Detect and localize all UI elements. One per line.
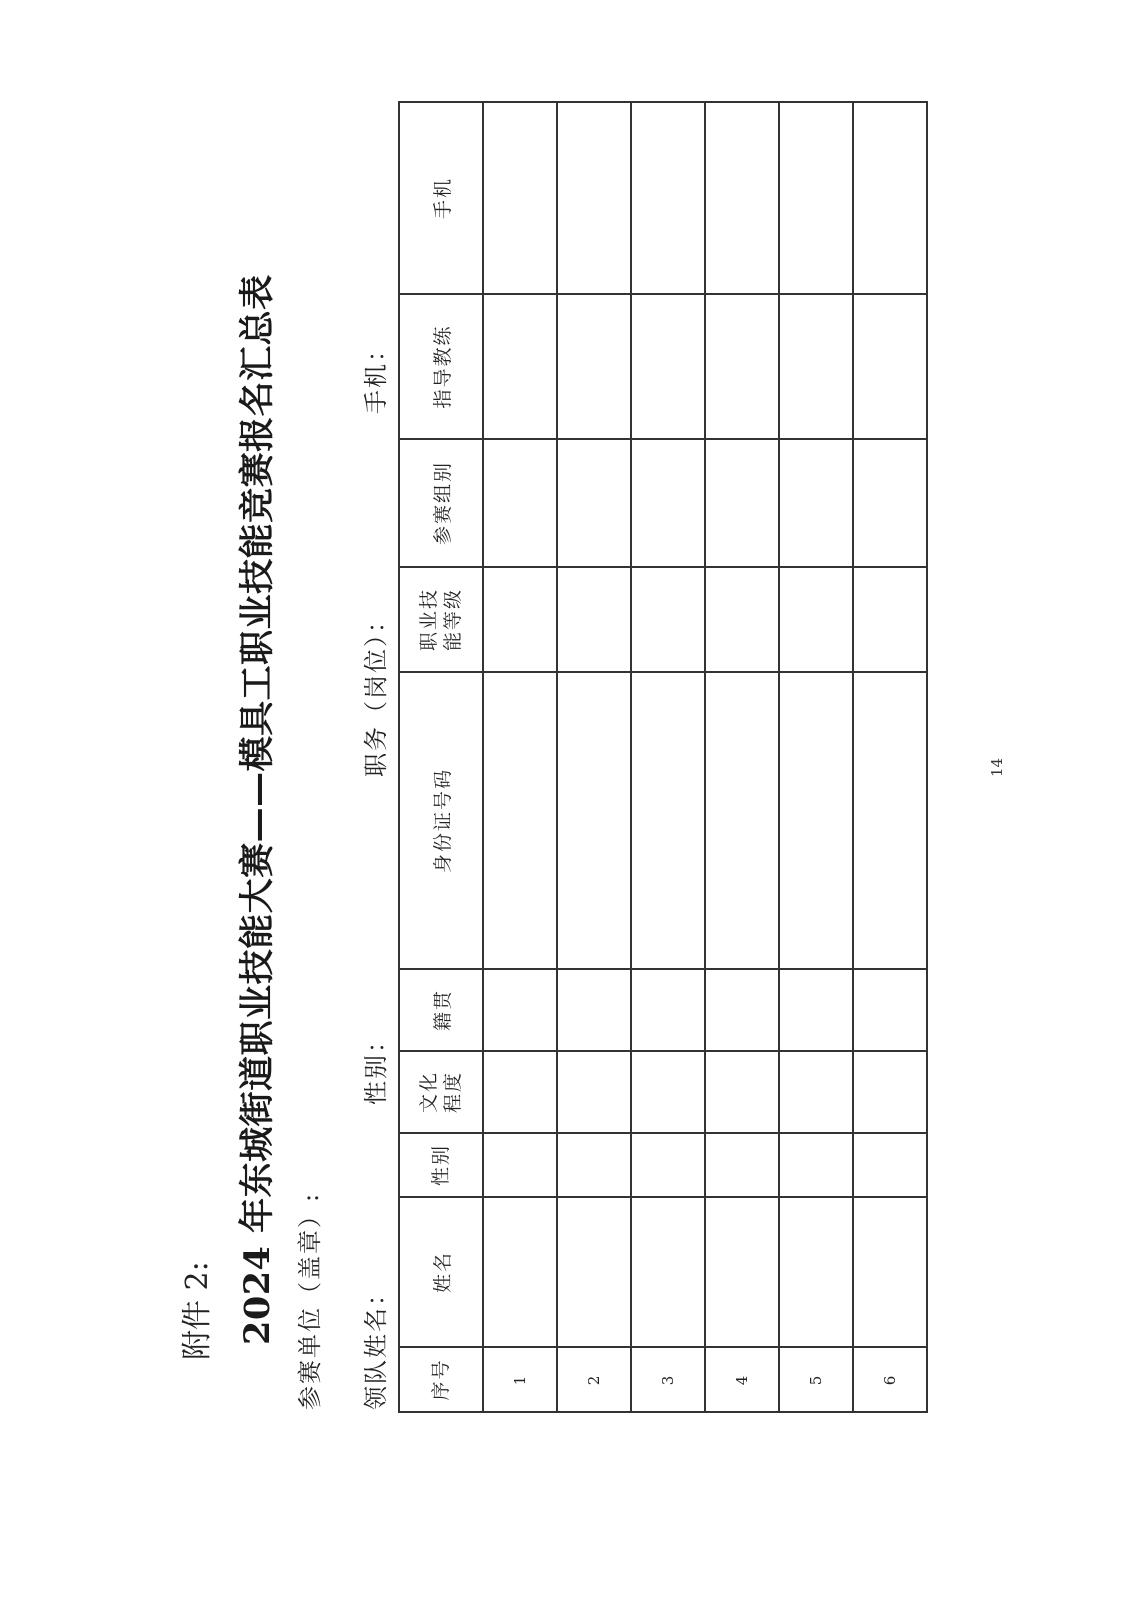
gender-cell[interactable] <box>557 1133 631 1197</box>
table-row <box>779 102 853 1412</box>
coach-cell[interactable] <box>853 294 927 439</box>
table-row <box>705 102 779 1412</box>
header-cell-skill-level: 职业技能等级 <box>399 567 483 672</box>
id-number-cell[interactable] <box>631 672 705 969</box>
group-cell[interactable] <box>483 439 557 567</box>
registration-table <box>398 101 928 1413</box>
form-title: 2024 年东城街道职业技能大赛——模具工职业技能竞赛报名汇总表 <box>237 274 278 1345</box>
row-number-cell: 3 <box>631 1347 705 1412</box>
phone-cell[interactable] <box>557 102 631 294</box>
native-place-cell[interactable] <box>483 969 557 1051</box>
row-number-cell: 2 <box>557 1347 631 1412</box>
header-cell-coach: 指导教练 <box>399 294 483 439</box>
row-number-cell: 6 <box>853 1347 927 1412</box>
skill-level-cell[interactable] <box>779 567 853 672</box>
page-number: 14 <box>988 757 1006 777</box>
name-cell[interactable] <box>483 1197 557 1347</box>
phone-cell[interactable] <box>631 102 705 294</box>
header-cell-gender: 性别 <box>399 1133 483 1197</box>
education-cell[interactable] <box>779 1051 853 1133</box>
gender-cell[interactable] <box>631 1133 705 1197</box>
id-number-cell[interactable] <box>483 672 557 969</box>
native-place-cell[interactable] <box>557 969 631 1051</box>
skill-level-cell[interactable] <box>705 567 779 672</box>
gender-cell[interactable] <box>483 1133 557 1197</box>
table-header-row <box>399 102 483 1412</box>
group-cell[interactable] <box>853 439 927 567</box>
skill-level-cell[interactable] <box>853 567 927 672</box>
attachment-label: 附件 2: <box>180 1261 215 1360</box>
id-number-cell[interactable] <box>853 672 927 969</box>
header-cell-education: 文化程度 <box>399 1051 483 1133</box>
group-cell[interactable] <box>705 439 779 567</box>
name-cell[interactable] <box>631 1197 705 1347</box>
name-cell[interactable] <box>705 1197 779 1347</box>
id-number-cell[interactable] <box>779 672 853 969</box>
name-cell[interactable] <box>779 1197 853 1347</box>
table-row <box>483 102 557 1412</box>
phone-cell[interactable] <box>705 102 779 294</box>
native-place-cell[interactable] <box>779 969 853 1051</box>
header-cell-native-place: 籍贯 <box>399 969 483 1051</box>
coach-cell[interactable] <box>705 294 779 439</box>
education-cell[interactable] <box>631 1051 705 1133</box>
table-row <box>557 102 631 1412</box>
leader-name-field-label: 领队姓名： <box>362 1280 390 1410</box>
name-cell[interactable] <box>853 1197 927 1347</box>
id-number-cell[interactable] <box>705 672 779 969</box>
phone-cell[interactable] <box>779 102 853 294</box>
education-cell[interactable] <box>483 1051 557 1133</box>
header-cell-id-number: 身份证号码 <box>399 672 483 969</box>
gender-cell[interactable] <box>853 1133 927 1197</box>
education-cell[interactable] <box>853 1051 927 1133</box>
table-row <box>631 102 705 1412</box>
leader-gender-field-label: 性别： <box>362 1027 390 1105</box>
skill-level-cell[interactable] <box>483 567 557 672</box>
table-row <box>853 102 927 1412</box>
group-cell[interactable] <box>557 439 631 567</box>
gender-cell[interactable] <box>779 1133 853 1197</box>
header-cell-phone: 手机 <box>399 102 483 294</box>
skill-level-cell[interactable] <box>557 567 631 672</box>
phone-cell[interactable] <box>853 102 927 294</box>
group-cell[interactable] <box>631 439 705 567</box>
row-number-cell: 1 <box>483 1347 557 1412</box>
native-place-cell[interactable] <box>853 969 927 1051</box>
native-place-cell[interactable] <box>705 969 779 1051</box>
header-cell-group: 参赛组别 <box>399 439 483 567</box>
row-number-cell: 5 <box>779 1347 853 1412</box>
skill-level-cell[interactable] <box>631 567 705 672</box>
education-cell[interactable] <box>557 1051 631 1133</box>
header-cell-name: 姓名 <box>399 1197 483 1347</box>
education-cell[interactable] <box>705 1051 779 1133</box>
name-cell[interactable] <box>557 1197 631 1347</box>
coach-cell[interactable] <box>779 294 853 439</box>
coach-cell[interactable] <box>631 294 705 439</box>
native-place-cell[interactable] <box>631 969 705 1051</box>
id-number-cell[interactable] <box>557 672 631 969</box>
leader-phone-field-label: 手机： <box>362 336 390 414</box>
header-cell-no: 序号 <box>399 1347 483 1412</box>
leader-job-field-label: 职务（岗位）： <box>362 607 390 777</box>
unit-field-label: 参赛单位（盖章）: <box>296 1191 324 1410</box>
gender-cell[interactable] <box>705 1133 779 1197</box>
row-number-cell: 4 <box>705 1347 779 1412</box>
coach-cell[interactable] <box>557 294 631 439</box>
group-cell[interactable] <box>779 439 853 567</box>
phone-cell[interactable] <box>483 102 557 294</box>
coach-cell[interactable] <box>483 294 557 439</box>
